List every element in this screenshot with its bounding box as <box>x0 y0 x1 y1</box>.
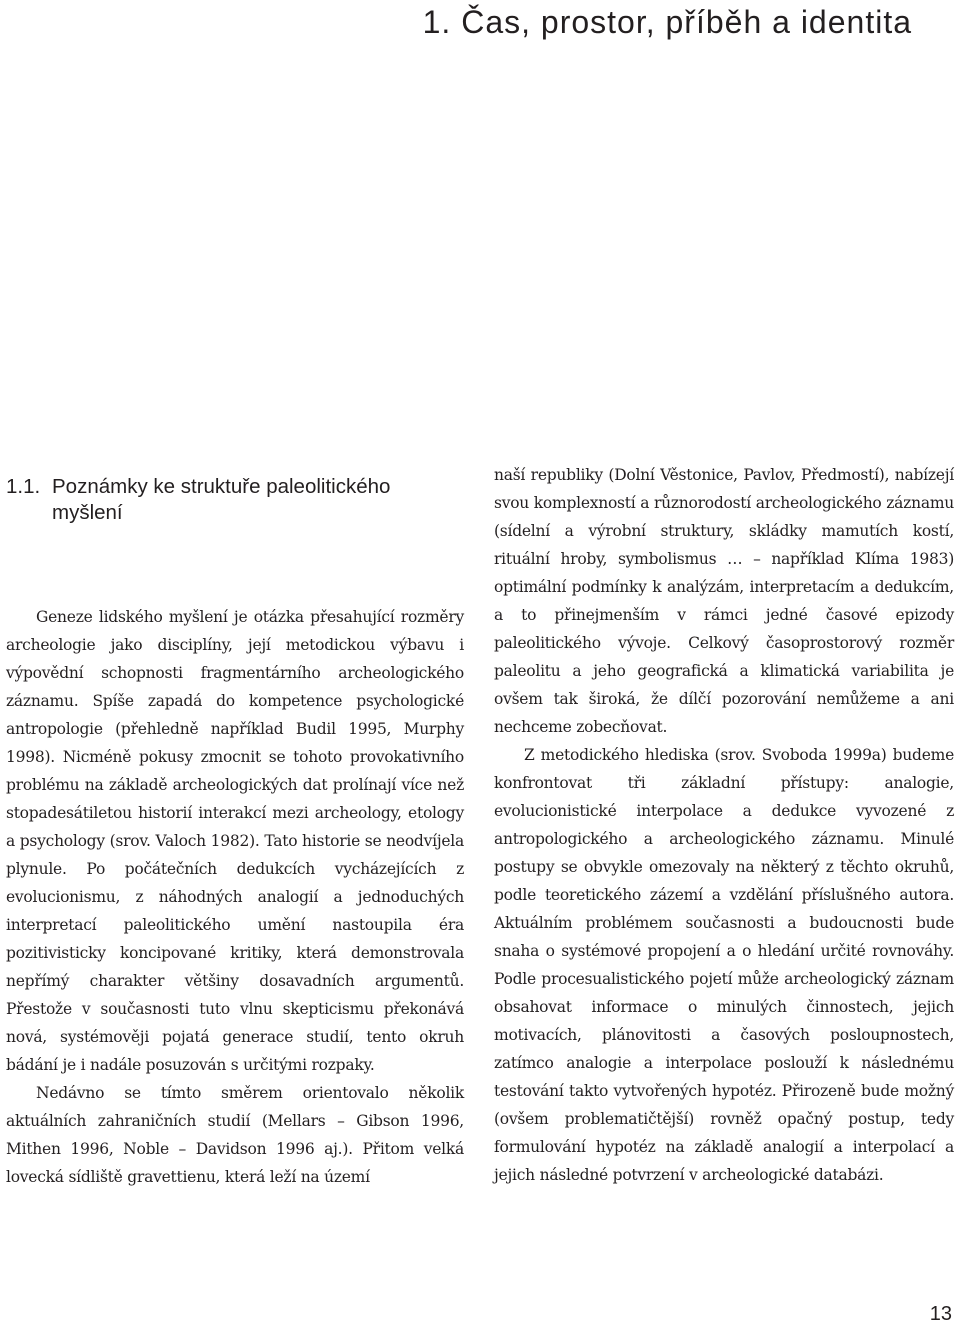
chapter-title: 1. Čas, prostor, příběh a identita <box>422 4 912 40</box>
body-paragraph: Z metodického hlediska (srov. Svoboda 1999a) budeme konfrontovat tři základní přístupy: analogie, evolucionistické interpolace a dedukce vyvozené z antropologického a archeologického záznamu. Minulé postupy se obvykle omezovaly na některý z těchto okruhů, podle teoretického zázemí a vzdělání příslušného autora. Aktuálním problémem současnosti a budoucnosti bude snaha o systémové propojení a o hledání určité rovnováhy. Podle procesualistického pojetí může archeologický záznam obsahovat informace o minulých činnostech, jejich motivacích, plánovitosti a časových posloupnostech, zatímco analogie a interpolace poslouží k následnému testování takto vytvořených hypotéz. Přirozeně bude možný (ovšem problematičtější) rovněž opačný postup, tedy formulování hypotéz na základě analogií a interpolací a jejich následné potvrzení v archeologické databázi. <box>494 746 954 1184</box>
body-paragraph: Geneze lidského myšlení je otázka přesahující rozměry archeologie jako disciplíny, její metodickou výbavu i výpovědní schopnosti fragmentárního archeologického záznamu. Spíše zapadá do kompetence psychologické antropologie (přehledně například Budil 1995, Murphy 1998). Nicméně pokusy zmocnit se tohoto provokativního problému na základě archeologických dat prolínají více než stopadesátiletou historií interakcí mezi archeology, etology a psychology (srov. Valoch 1982). Tato historie se neodvíjela plynule. Po počátečních dedukcích vycházejících z evolucionismu, z náhodných analogií a jednoduchých interpretací paleolitického umění nastoupila éra pozitivisticky koncipované kritiky, která demonstrovala nepřímý charakter většiny dosavadních argumentů. Přestože v současnosti tuto vlnu skepticismu překonává nová, systémověji pojatá generace studií, tento okruh bádání je i nadále posuzován s určitými rozpaky. <box>6 608 464 1074</box>
body-paragraph-continued: naší republiky (Dolní Věstonice, Pavlov, Předmostí), nabízejí svou komplexností a různorodostí archeologického záznamu (sídelní a výrobní struktury, skládky mamutích kostí, rituální hroby, symbolismus … – například Klíma 1983) optimální podmínky k analýzám, interpretacím a dedukcím, a to přinejmenším v rámci jedné časové epizody paleolitického vývoje. Celkový časoprostorový rozměr paleolitu a jeho geografická a klimatická variabilita je ovšem tak široká, že dílčí pozorování nemůžeme a ani nechceme zobecňovat. <box>494 466 954 736</box>
section-heading <box>6 474 466 526</box>
left-column <box>6 603 464 1191</box>
section-number: 1.1. <box>6 475 41 498</box>
section-title: Poznámky ke struktuře paleolitického myšlení <box>52 475 391 524</box>
page-number: 13 <box>929 1303 952 1325</box>
body-paragraph: Nedávno se tímto směrem orientovalo několik aktuálních zahraničních studií (Mellars – Gibson 1996, Mithen 1996, Noble – Davidson 1996 aj.). Přitom velká lovecká sídliště gravettienu, která leží na území <box>6 1084 464 1186</box>
right-column <box>494 461 954 1189</box>
